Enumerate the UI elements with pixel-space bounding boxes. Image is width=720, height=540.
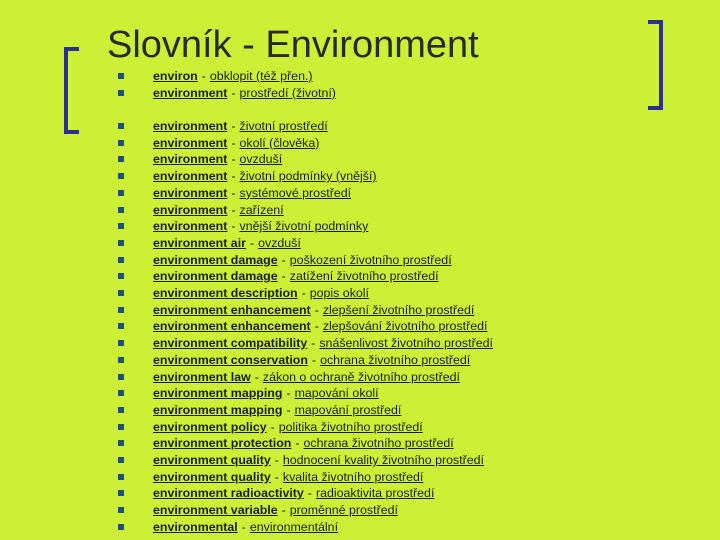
entry-translation: zatížení životního prostředí (289, 269, 439, 284)
square-bullet-icon (118, 90, 124, 96)
entry-translation: poškození životního prostředí (289, 252, 452, 267)
entry-term: environment air (153, 235, 246, 250)
entry-term: environment damage (153, 269, 278, 284)
entry-term: environment quality (153, 453, 271, 467)
entry-translation: ovzduší (258, 235, 301, 250)
square-bullet-icon (118, 424, 124, 430)
square-bullet-icon (118, 207, 124, 213)
entry-separator: - (311, 352, 317, 367)
entry-term: environment (153, 86, 228, 100)
entry-separator: - (231, 86, 236, 100)
entry-separator: - (295, 436, 300, 451)
entry-term: environment enhancement (153, 302, 311, 317)
entry-term: environment description (153, 286, 298, 300)
entry-term: environment enhancement (153, 319, 311, 334)
entry-term: environment (153, 202, 228, 217)
entry-separator: - (231, 185, 236, 200)
square-bullet-icon (118, 156, 124, 162)
entry-translation: snášenlivost životního prostředí (319, 336, 493, 351)
square-bullet-icon (118, 340, 124, 346)
square-bullet-icon (118, 323, 124, 329)
entry-translation: zákon o ochraně životního prostředí (262, 369, 460, 384)
square-bullet-icon (118, 123, 124, 129)
entry-term: environment mapping (153, 386, 283, 401)
entry-term: environment (153, 219, 228, 234)
entry-translation: mapování prostředí (294, 402, 402, 417)
entry-separator: - (231, 219, 236, 234)
entry-separator: - (274, 469, 279, 484)
entry-term: environment (153, 152, 228, 167)
entry-translation: zařízení (239, 202, 284, 217)
square-bullet-icon (118, 390, 124, 396)
entry-translation: systémové prostředí (239, 185, 352, 200)
entry-translation: kvalita životního prostředí (282, 469, 424, 484)
entry-translation: obklopit (též přen.) (209, 69, 313, 83)
entry-separator: - (281, 269, 286, 284)
entry-separator: - (241, 519, 246, 534)
entry-separator: - (231, 152, 236, 167)
entry-term: environment compatibility (153, 336, 308, 351)
entry-separator: - (281, 252, 286, 267)
square-bullet-icon (118, 190, 124, 196)
entry-separator: - (286, 402, 291, 417)
entry-term: environment mapping (153, 402, 283, 417)
entry-separator: - (274, 453, 279, 467)
square-bullet-icon (118, 407, 124, 413)
square-bullet-icon (118, 173, 124, 179)
square-bullet-icon (118, 240, 124, 246)
square-bullet-icon (118, 457, 124, 463)
square-bullet-icon (118, 357, 124, 363)
entry-translation: mapování okolí (294, 386, 379, 401)
entry-translation: environmentální (249, 519, 339, 534)
entry-separator: - (249, 235, 255, 250)
entry-separator: - (314, 302, 319, 317)
left-bracket-decoration (64, 47, 79, 134)
entry-translation: životní prostředí (239, 119, 328, 133)
entry-term: environment quality (153, 469, 271, 484)
entry-term: environment (153, 135, 228, 150)
square-bullet-icon (118, 374, 124, 380)
entry-separator: - (231, 202, 236, 217)
entry-translation: politika životního prostředí (278, 419, 423, 434)
entry-translation: radioaktivita prostředí (315, 486, 435, 501)
entry-term: environment variable (153, 503, 278, 518)
entry-translation: ochrana životního prostředí (303, 436, 454, 451)
entry-separator: - (231, 169, 236, 184)
square-bullet-icon (118, 273, 124, 279)
square-bullet-icon (118, 524, 124, 530)
entry-separator: - (307, 486, 312, 501)
entry-translation: ochrana životního prostředí (320, 352, 471, 367)
right-bracket-decoration (648, 20, 663, 110)
entry-translation: prostředí (životní) (239, 86, 336, 100)
entry-translation: ovzduší (239, 152, 283, 167)
entry-separator: - (281, 503, 286, 518)
entry-term: environmental (153, 519, 238, 534)
entry-separator: - (301, 286, 306, 300)
entry-term: environment (153, 119, 228, 133)
square-bullet-icon (118, 140, 124, 146)
entry-separator: - (286, 386, 291, 401)
entry-translation: okolí (člověka) (239, 135, 320, 150)
entry-translation: zlepšení životního prostředí (322, 302, 475, 317)
entry-separator: - (270, 419, 275, 434)
entry-separator: - (231, 119, 236, 133)
entry-term: environment conservation (153, 352, 308, 367)
square-bullet-icon (118, 223, 124, 229)
square-bullet-icon (118, 257, 124, 263)
entry-separator: - (201, 69, 206, 83)
entry-translation: vnější životní podmínky (239, 219, 369, 234)
entry-term: environment (153, 169, 228, 184)
square-bullet-icon (118, 73, 124, 79)
entry-translation: proměnné prostředí (289, 503, 398, 518)
entry-term: environment law (153, 369, 251, 384)
entry-term: environment protection (153, 436, 292, 451)
square-bullet-icon (118, 290, 124, 296)
entry-term: environ (153, 69, 198, 83)
entry-term: environment damage (153, 252, 278, 267)
square-bullet-icon (118, 474, 124, 480)
entry-term: environment (153, 185, 228, 200)
square-bullet-icon (118, 307, 124, 313)
entry-separator: - (231, 135, 236, 150)
square-bullet-icon (118, 440, 124, 446)
square-bullet-icon (118, 507, 124, 513)
square-bullet-icon (118, 490, 124, 496)
entry-term: environment policy (153, 419, 267, 434)
entry-separator: - (254, 369, 259, 384)
entry-separator: - (314, 319, 319, 334)
entry-translation: životní podmínky (vnější) (239, 169, 377, 184)
entry-translation: hodnocení kvality životního prostředí (282, 453, 484, 467)
entry-translation: popis okolí (309, 286, 369, 300)
entry-translation: zlepšování životního prostředí (322, 319, 488, 334)
entry-term: environment radioactivity (153, 486, 304, 501)
entry-separator: - (311, 336, 316, 351)
slide-title: Slovník - Environment (107, 24, 479, 66)
